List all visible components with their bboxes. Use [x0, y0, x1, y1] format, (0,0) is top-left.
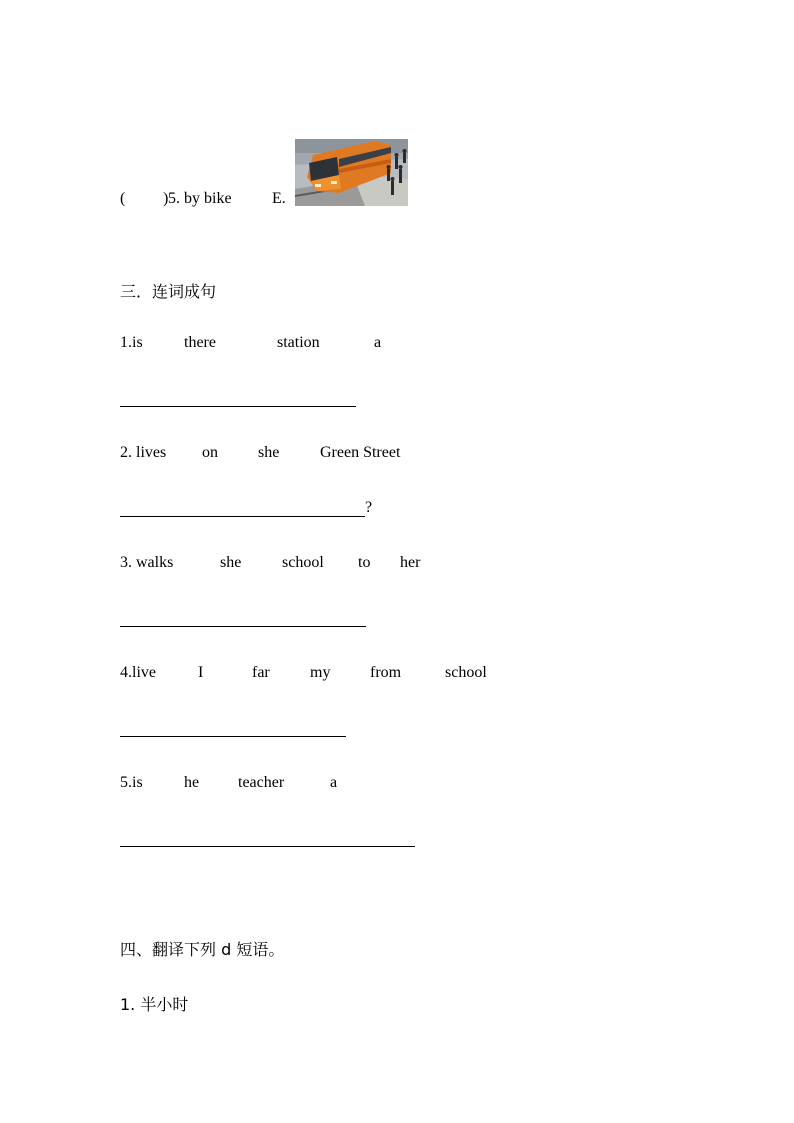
item1-word: a	[374, 334, 382, 351]
paren-close: )	[163, 190, 169, 207]
item2-word: she	[258, 444, 280, 461]
item2-word: on	[202, 444, 218, 461]
train-illustration	[295, 139, 408, 206]
train-image	[295, 139, 408, 206]
item3-word: she	[220, 554, 242, 571]
item4-word: school	[445, 664, 487, 681]
answer-line[interactable]	[120, 516, 365, 517]
item5-word: a	[330, 774, 338, 791]
item3-word: school	[282, 554, 324, 571]
item4-word: my	[310, 664, 331, 681]
answer-line[interactable]	[120, 406, 356, 407]
item1-word: there	[184, 334, 216, 351]
section-4-title: 四、翻译下列 d 短语。	[120, 940, 285, 959]
item4-word: 4.live	[120, 664, 156, 681]
item1-word: station	[277, 334, 320, 351]
item4-word: I	[198, 664, 204, 681]
section-4-item-1: 1. 半小时	[120, 995, 189, 1014]
item5-word: 5.is	[120, 774, 143, 791]
q5-label: 5. by bike	[168, 190, 232, 207]
item5-word: teacher	[238, 774, 285, 791]
answer-line[interactable]	[120, 846, 415, 847]
section-3-title: 三．连词成句	[120, 282, 217, 301]
item3-word: 3. walks	[120, 554, 174, 571]
paren-open: (	[120, 190, 126, 207]
item1-word: 1.is	[120, 334, 143, 351]
item4-word: far	[252, 664, 270, 681]
q5-option: E.	[272, 190, 286, 207]
item2-word: Green Street	[320, 444, 401, 461]
item4-word: from	[370, 664, 402, 681]
item2-word: 2. lives	[120, 444, 167, 461]
question-mark: ?	[365, 499, 373, 516]
item3-word: her	[400, 554, 421, 571]
answer-line[interactable]	[120, 626, 366, 627]
item3-word: to	[358, 554, 371, 571]
answer-line[interactable]	[120, 736, 346, 737]
item5-word: he	[184, 774, 200, 791]
